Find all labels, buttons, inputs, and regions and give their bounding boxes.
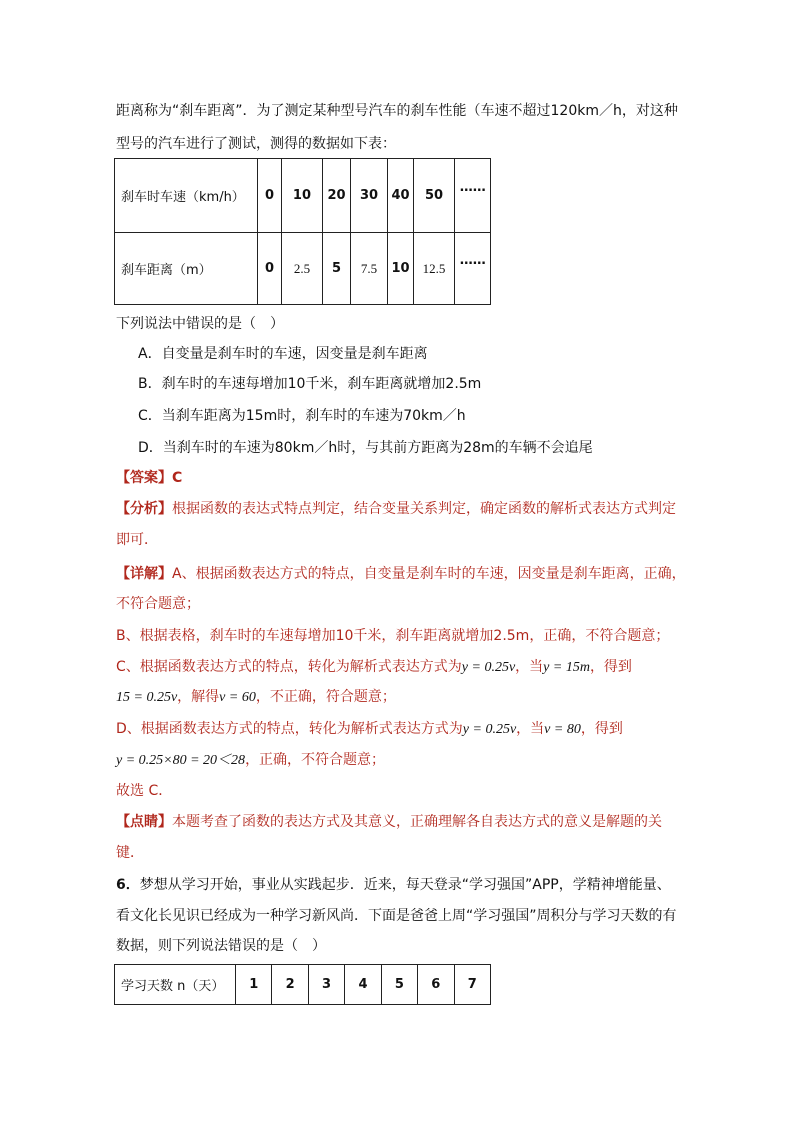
conclusion: 故选 C． [116,783,173,799]
equation: y = 0.25v [461,660,516,675]
detail-d2-post: ，正确，不符合题意； [245,752,386,768]
intro-line-2: 型号的汽车进行了测试，测得的数据如下表： [116,136,396,152]
answer-line [116,468,182,488]
equation: y = 0.25v [462,722,517,737]
ellipsis-text: …… [459,180,486,195]
detail-text-a1: A、根据函数表达方式的特点，自变量是刹车时的车速，因变量是刹车距离，正确， [172,566,686,582]
detail-line-a1 [116,564,686,584]
option-a: A．自变量是刹车时的车速，因变量是刹车距离 [138,346,428,362]
table-cell: 7 [454,965,490,1005]
analysis-tag: 【分析】 [116,501,172,517]
detail-c1-mid: ，当 [515,659,544,675]
equation: v = 60 [219,690,256,705]
detail-c1-pre: C、根据函数表达方式的特点，转化为解析式表达方式为 [116,659,462,675]
comment-tag: 【点睛】 [116,814,172,830]
table-cell: 5 [381,965,417,1005]
detail-line-d1 [116,719,623,740]
detail-d1-post: ，得到 [580,721,623,737]
detail-line-c1 [116,657,632,678]
table-cell: 2.5 [281,233,323,305]
detail-line-a2: 不符合题意； [116,596,200,612]
detail-c2-mid: ，解得 [177,689,220,705]
q6-line-1 [116,875,671,895]
option-c: C．当刹车距离为15m时，刹车时的车速为70km／h [138,408,466,424]
q6-text-1: 梦想从学习开始，事业从实践起步．近来，每天登录“学习强国”APP，学精神增能量、 [139,877,671,893]
equation: y = 0.25×80 = 20＜28 [116,753,246,768]
intro-line-1: 距离称为“刹车距离”．为了测定某种型号汽车的刹车性能（车速不超过120km／h，对这种 [116,103,678,119]
table-cell-ellipsis [455,159,491,233]
option-b: B．刹车时的车速每增加10千米，刹车距离就增加2.5m [138,376,482,392]
detail-line-b1: B、根据表格，刹车时的车速每增加10千米，刹车距离就增加2.5m，正确，不符合题意； [116,628,670,644]
analysis-text: 根据函数的表达式特点判定，结合变量关系判定，确定函数的解析式表达方式判定 [172,501,676,517]
table-row [115,233,491,305]
table-cell: 0 [258,159,281,233]
analysis-line-1 [116,499,676,519]
equation: 15 = 0.25v [116,690,178,705]
analysis-line-2: 即可． [116,532,158,548]
table-cell: 40 [388,159,413,233]
table-cell: 5 [323,233,350,305]
row-label-distance: 刹车距离（m） [115,233,258,305]
answer-tag: 【答案】 [116,470,172,486]
detail-line-c2 [116,687,396,708]
table-cell: 10 [388,233,413,305]
brake-data-table [114,158,491,305]
answer-value: C [172,470,183,486]
question-number: 6． [116,877,140,893]
table-cell: 4 [345,965,381,1005]
table-cell: 7.5 [350,233,388,305]
table-cell: 12.5 [413,233,455,305]
equation: y = 15m [543,660,590,675]
comment-text: 本题考查了函数的表达方式及其意义，正确理解各自表达方式的意义是解题的关 [172,814,662,830]
ellipsis-text: …… [459,253,486,268]
q6-line-3: 数据，则下列说法错误的是（ ） [116,938,326,954]
detail-d1-pre: D、根据函数表达方式的特点，转化为解析式表达方式为 [116,721,463,737]
detail-c1-post: ，得到 [589,659,632,675]
table-cell: 0 [258,233,281,305]
comment-line-2: 键． [116,845,144,861]
detail-d1-mid: ，当 [516,721,545,737]
table-cell: 20 [323,159,350,233]
detail-tag: 【详解】 [116,566,172,582]
row-label-speed: 刹车时车速（km/h） [115,159,258,233]
comment-line-1 [116,812,662,832]
option-d: D．当刹车时的车速为80km／h时，与其前方距离为28m的车辆不会追尾 [138,440,593,456]
detail-c2-post: ，不正确，符合题意； [255,689,396,705]
table-cell: 2 [272,965,308,1005]
table-cell: 6 [418,965,454,1005]
study-days-table [114,964,491,1005]
table-cell-ellipsis [455,233,491,305]
table-cell: 10 [281,159,323,233]
table-cell: 30 [350,159,388,233]
table-row [115,965,491,1005]
table-row [115,159,491,233]
detail-line-d2 [116,750,385,771]
equation: v = 80 [544,722,581,737]
table-cell: 3 [308,965,344,1005]
row-label-days: 学习天数 n（天） [115,965,236,1005]
question-stem: 下列说法中错误的是（ ） [116,316,284,332]
q6-line-2: 看文化长见识已经成为一种学习新风尚．下面是爸爸上周“学习强国”周积分与学习天数的有 [116,908,677,924]
table-cell: 50 [413,159,455,233]
table-cell: 1 [236,965,272,1005]
